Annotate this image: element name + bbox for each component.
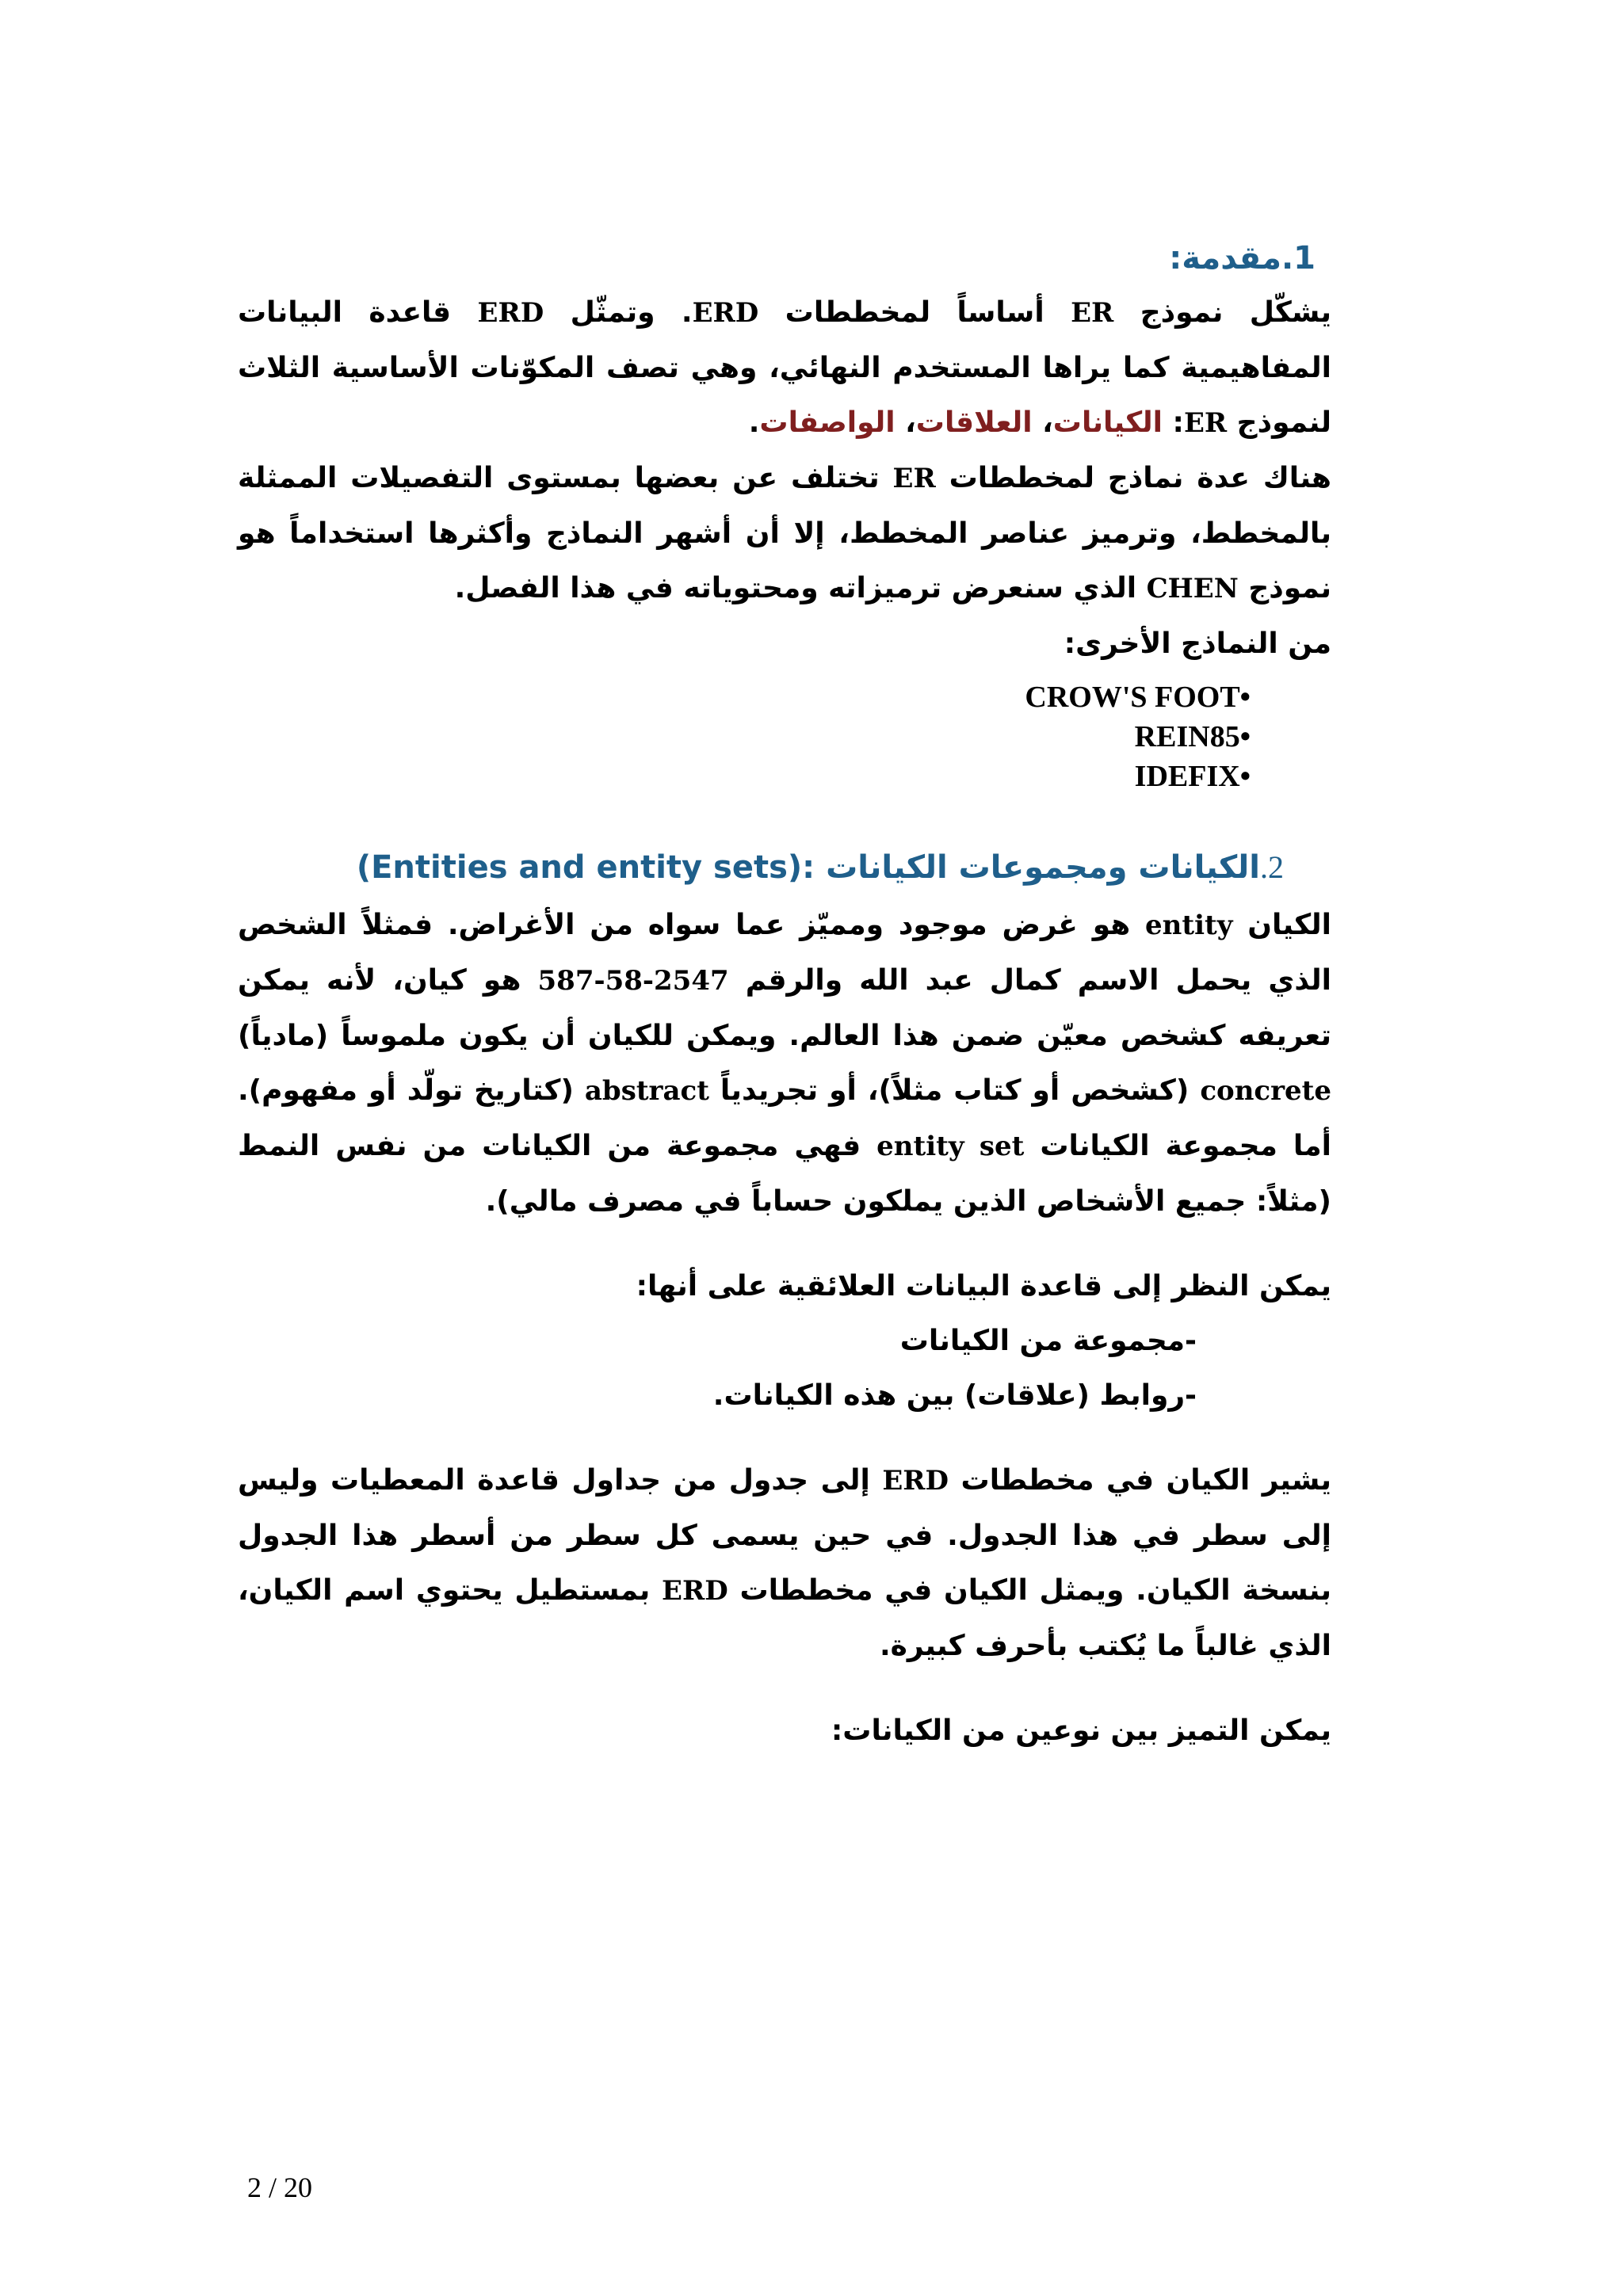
section2-paragraph1: الكيان entity هو غرض موجود ومميّز عما سواه من الأغراض. فمثلاً الشخص الذي يحمل الاسم كمال عبد الله والرقم 587-58-2547 هو كيان، لأنه يمكن تعريفه كشخص معيّن ضمن هذا العالم. ويمكن للكيان أن يكون ملموساً (مادياً) concrete (كشخص أو كتاب مثلاً)، أو تجريدياً abstract (كتاريخ تولّد أو مفهوم). أما مجموعة الكيانات entity set فهي مجموعة من الكيانات من نفس النمط (مثلاً: جميع الأشخاص الذين يملكون حساباً في مصرف مالي). xyxy=(238,909,1332,1218)
other-models-label: من النماذج الأخرى: xyxy=(1064,627,1331,660)
list-item: IDEFIX• xyxy=(1134,760,1251,793)
term-relations: العلاقات xyxy=(915,406,1033,439)
list-item: REIN85• xyxy=(1134,720,1251,753)
term-entities: الكيانات xyxy=(1052,406,1163,439)
term-attributes: الواصفات xyxy=(759,406,896,439)
section2-heading: 2.الكيانات ومجموعات الكيانات (Entities and entity sets): xyxy=(356,849,1284,886)
list-item: -روابط (علاقات) بين هذه الكيانات. xyxy=(712,1379,1197,1412)
list-item: -مجموعة من الكيانات xyxy=(899,1325,1197,1357)
section2-paragraph4: يمكن التميز بين نوعين من الكيانات: xyxy=(831,1714,1331,1747)
page-content xyxy=(238,231,1331,1758)
list-item: CROW'S FOOT• xyxy=(1025,681,1251,714)
section1-paragraph2: هناك عدة نماذج لمخططات ER تختلف عن بعضها بمستوى التفصيلات الممثلة بالمخطط، وترميز عناصر المخطط، إلا أن أشهر النماذج وأكثرها استخداماً هو نموذج CHEN الذي سنعرض ترميزاته ومحتوياته في هذا الفصل. xyxy=(238,462,1331,605)
other-models-list xyxy=(238,677,1331,796)
section1-heading: 1.مقدمة: xyxy=(1169,240,1316,277)
relational-db-intro: يمكن النظر إلى قاعدة البيانات العلائقية على أنها: xyxy=(636,1270,1331,1302)
section2-paragraph3: يشير الكيان في مخططات ERD إلى جدول من جداول قاعدة المعطيات وليس إلى سطر في هذا الجدول. في حين يسمى كل سطر من أسطر هذا الجدول بنسخة الكيان. ويمثل الكيان في مخططات ERD بمستطيل يحتوي اسم الكيان، الذي غالباً ما يُكتب بأحرف كبيرة. xyxy=(238,1464,1331,1662)
page-number: 2 / 20 xyxy=(247,2172,313,2203)
section1-paragraph1: يشكّل نموذج ER أساساً لمخططات ERD. وتمثّل ERD قاعدة البيانات المفاهيمية كما يراها المستخدم النهائي، وهي تصف المكوّنات الأساسية الثلاث لنموذج ER: الكيانات، العلاقات، الواصفات. xyxy=(238,296,1331,439)
